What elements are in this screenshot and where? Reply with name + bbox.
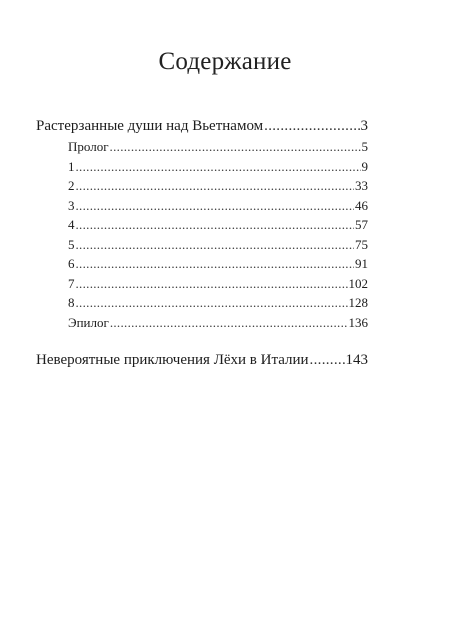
dot-leader: [76, 274, 348, 294]
toc-entry-title: 3: [68, 197, 75, 213]
page-title: Содержание: [158, 48, 292, 75]
dot-leader: [76, 235, 355, 255]
toc-entry-epilogue[interactable]: [36, 313, 368, 333]
toc-entry-page: 9: [361, 158, 368, 174]
table-of-contents: [36, 115, 368, 371]
toc-entry-chapter-3[interactable]: [36, 196, 368, 216]
toc-entry-page: 136: [348, 314, 368, 330]
toc-entry-title: 5: [68, 236, 75, 252]
toc-entry-part-1[interactable]: [36, 115, 368, 137]
dot-leader: [76, 254, 355, 274]
toc-entry-page: 57: [355, 217, 368, 232]
toc-entry-page: 128: [348, 295, 368, 310]
dot-leader: [76, 293, 348, 313]
toc-entry-page: 91: [355, 256, 368, 271]
toc-entry-chapter-6[interactable]: [36, 254, 368, 274]
toc-entry-chapter-1[interactable]: [36, 157, 368, 177]
toc-entry-title: 1: [68, 158, 75, 174]
toc-entry-page: 75: [355, 236, 368, 252]
toc-entry-page: 143: [345, 352, 368, 368]
dot-leader: [76, 196, 355, 216]
toc-entry-chapter-7[interactable]: [36, 274, 368, 294]
toc-entry-page: 33: [355, 178, 368, 193]
toc-entry-title: 6: [68, 256, 75, 271]
toc-entry-chapter-8[interactable]: [36, 293, 368, 313]
toc-entry-title: 7: [68, 275, 75, 291]
toc-entry-page: 46: [355, 197, 368, 213]
dot-leader: [310, 349, 345, 371]
dot-leader: [264, 115, 359, 137]
toc-entry-chapter-5[interactable]: [36, 235, 368, 255]
toc-entry-prologue[interactable]: [36, 137, 368, 157]
dot-leader: [76, 157, 361, 177]
toc-entry-chapter-4[interactable]: [36, 215, 368, 235]
toc-entry-chapter-2[interactable]: [36, 176, 368, 196]
toc-entry-page: 5: [361, 139, 368, 154]
toc-entry-part-2[interactable]: [36, 349, 368, 371]
toc-entry-title: 4: [68, 217, 75, 232]
dot-leader: [110, 313, 348, 333]
toc-entry-title: 2: [68, 178, 75, 193]
dot-leader: [76, 215, 355, 235]
toc-entry-title: Эпилог: [68, 314, 109, 330]
toc-entry-title: Растерзанные души над Вьетнамом: [36, 118, 264, 134]
toc-entry-title: 8: [68, 295, 75, 310]
toc-entry-title: Невероятные приключения Лёхи в Италии: [36, 352, 309, 368]
toc-entry-page: 3: [360, 118, 368, 134]
dot-leader: [110, 137, 361, 157]
toc-entry-page: 102: [348, 275, 368, 291]
dot-leader: [76, 176, 355, 196]
toc-entry-title: Пролог: [68, 139, 109, 154]
